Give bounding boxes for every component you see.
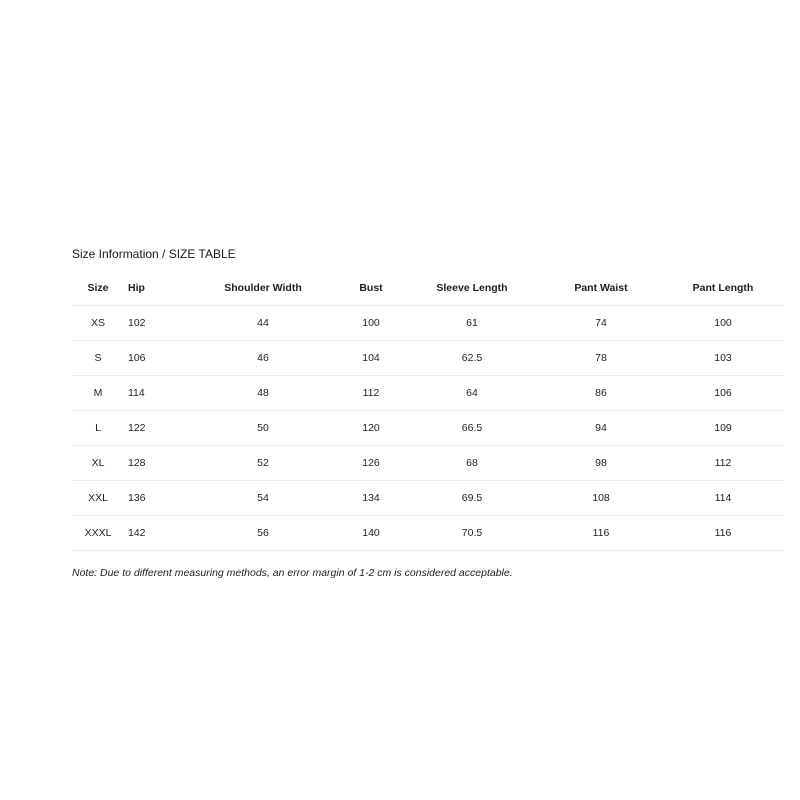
page-title: Size Information / SIZE TABLE — [72, 247, 236, 261]
table-cell-pant-waist: 94 — [540, 411, 662, 446]
table-cell-shoulder-width: 56 — [188, 516, 338, 551]
table-cell-size: XXXL — [72, 516, 124, 551]
table-cell-hip: 136 — [124, 481, 188, 516]
table-cell-sleeve-length: 64 — [404, 376, 540, 411]
table-cell-shoulder-width: 52 — [188, 446, 338, 481]
table-cell-pant-waist: 86 — [540, 376, 662, 411]
table-row — [72, 481, 784, 516]
table-cell-pant-waist: 116 — [540, 516, 662, 551]
table-cell-sleeve-length: 69.5 — [404, 481, 540, 516]
table-cell-bust: 134 — [338, 481, 404, 516]
table-cell-shoulder-width: 50 — [188, 411, 338, 446]
column-header-pant-length: Pant Length — [662, 271, 784, 306]
table-cell-pant-length: 114 — [662, 481, 784, 516]
column-header-size: Size — [72, 271, 124, 306]
table-cell-pant-length: 112 — [662, 446, 784, 481]
table-cell-hip: 128 — [124, 446, 188, 481]
table-row — [72, 341, 784, 376]
table-cell-bust: 126 — [338, 446, 404, 481]
table-cell-bust: 120 — [338, 411, 404, 446]
table-cell-sleeve-length: 62.5 — [404, 341, 540, 376]
table-cell-size: XL — [72, 446, 124, 481]
column-header-shoulder-width: Shoulder Width — [188, 271, 338, 306]
table-cell-hip: 106 — [124, 341, 188, 376]
table-cell-hip: 142 — [124, 516, 188, 551]
table-cell-pant-length: 109 — [662, 411, 784, 446]
table-cell-shoulder-width: 54 — [188, 481, 338, 516]
table-cell-hip: 122 — [124, 411, 188, 446]
column-header-pant-waist: Pant Waist — [540, 271, 662, 306]
table-cell-bust: 140 — [338, 516, 404, 551]
table-cell-bust: 100 — [338, 306, 404, 341]
table-cell-pant-waist: 78 — [540, 341, 662, 376]
table-cell-size: M — [72, 376, 124, 411]
table-cell-pant-length: 106 — [662, 376, 784, 411]
table-cell-sleeve-length: 61 — [404, 306, 540, 341]
table-cell-shoulder-width: 44 — [188, 306, 338, 341]
table-row — [72, 376, 784, 411]
table-header-row — [72, 271, 784, 306]
table-cell-size: L — [72, 411, 124, 446]
table-cell-pant-waist: 74 — [540, 306, 662, 341]
table-row — [72, 516, 784, 551]
table-cell-sleeve-length: 70.5 — [404, 516, 540, 551]
table-row — [72, 306, 784, 341]
table-cell-size: S — [72, 341, 124, 376]
column-header-hip: Hip — [124, 271, 188, 306]
table-cell-hip: 114 — [124, 376, 188, 411]
measurement-note: Note: Due to different measuring methods, an error margin of 1-2 cm is considered acceptable. — [72, 567, 513, 579]
table-cell-bust: 104 — [338, 341, 404, 376]
table-cell-shoulder-width: 46 — [188, 341, 338, 376]
table-cell-size: XS — [72, 306, 124, 341]
size-chart-sheet — [72, 246, 784, 579]
column-header-bust: Bust — [338, 271, 404, 306]
table-cell-pant-length: 116 — [662, 516, 784, 551]
table-row — [72, 446, 784, 481]
table-row — [72, 411, 784, 446]
size-table — [72, 271, 784, 551]
table-cell-pant-waist: 98 — [540, 446, 662, 481]
table-cell-hip: 102 — [124, 306, 188, 341]
table-cell-sleeve-length: 66.5 — [404, 411, 540, 446]
table-cell-size: XXL — [72, 481, 124, 516]
table-cell-shoulder-width: 48 — [188, 376, 338, 411]
table-cell-sleeve-length: 68 — [404, 446, 540, 481]
table-cell-pant-waist: 108 — [540, 481, 662, 516]
column-header-sleeve-length: Sleeve Length — [404, 271, 540, 306]
table-cell-pant-length: 103 — [662, 341, 784, 376]
table-cell-bust: 112 — [338, 376, 404, 411]
table-cell-pant-length: 100 — [662, 306, 784, 341]
